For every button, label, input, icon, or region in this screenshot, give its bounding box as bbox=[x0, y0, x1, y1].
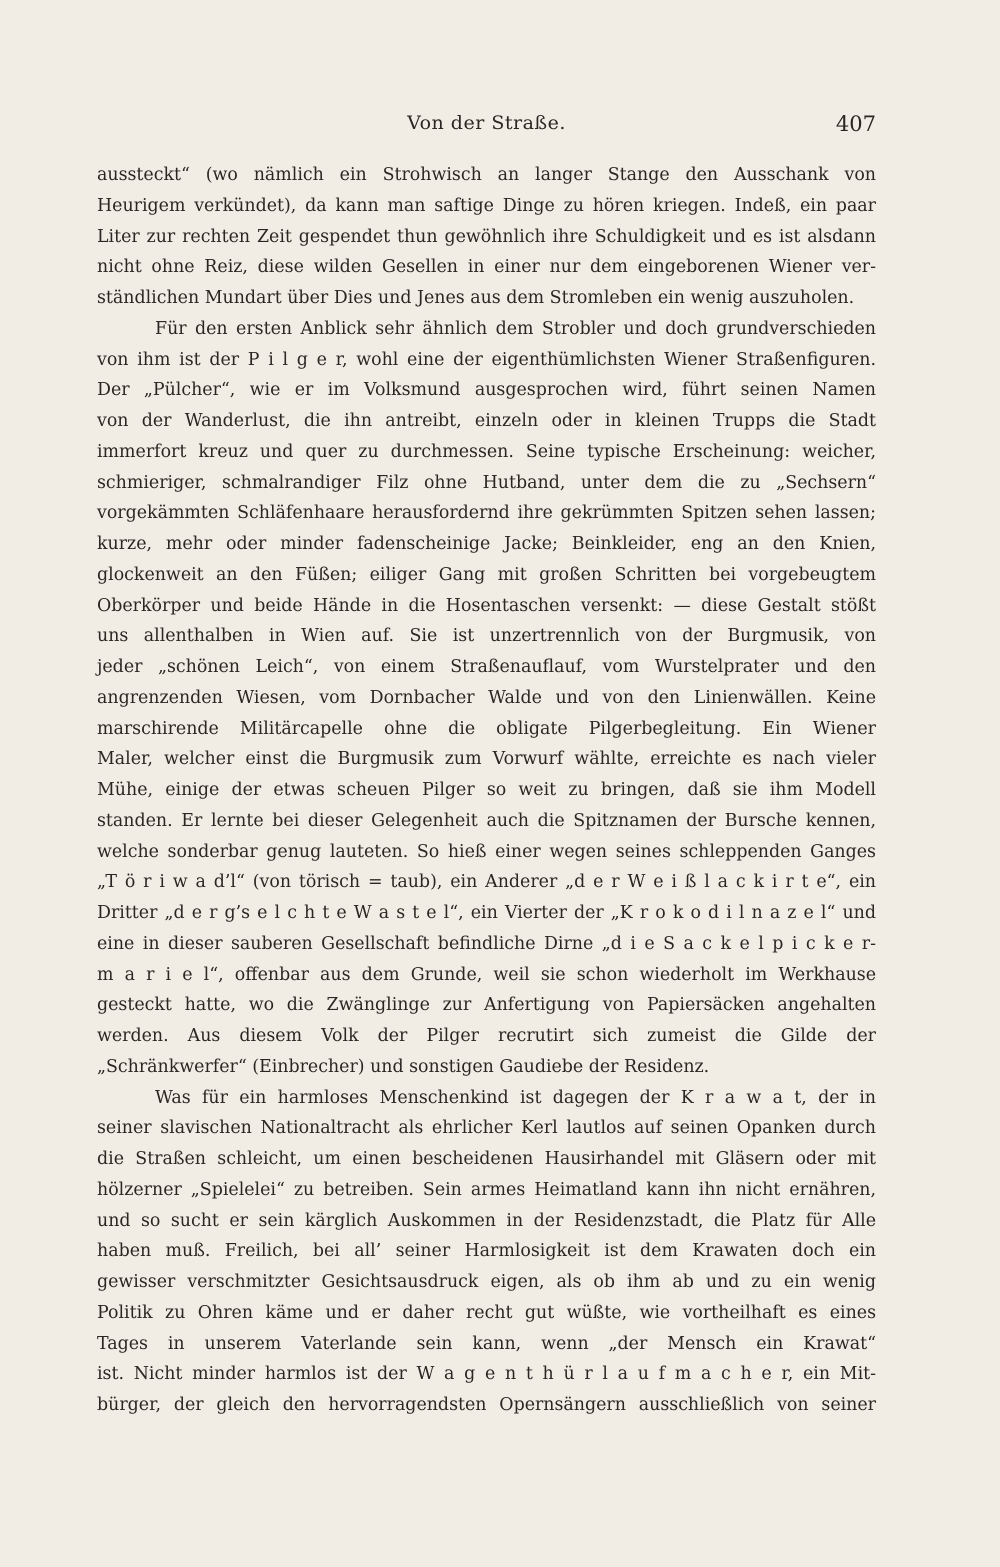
body-text bbox=[97, 160, 876, 1421]
text-line: seiner slavischen Nationaltracht als ehrlicher Kerl lautlos auf seinen Opanken durch bbox=[97, 1118, 876, 1139]
page-header bbox=[97, 112, 876, 146]
text-line: kurze, mehr oder minder fadenscheinige Jacke; Beinkleider, eng an den Knien, bbox=[97, 534, 876, 554]
text-line: vorgekämmten Schläfenhaare herausfordernd ihre gekrümmten Spitzen sehen lassen; bbox=[97, 503, 876, 524]
text-line: von der Wanderlust, die ihn antreibt, einzeln oder in kleinen Trupps die Stadt bbox=[97, 411, 876, 431]
text-line: Oberkörper und beide Hände in die Hosentaschen versenkt: — diese Gestalt stößt bbox=[97, 595, 876, 616]
text-line: Maler, welcher einst die Burgmusik zum Vorwurf wählte, erreichte es nach vieler bbox=[97, 749, 876, 770]
text-line: „T ö r i w a d’l“ (von törisch = taub), ein Anderer „d e r W e i ß l a c k i r t e“, ein bbox=[97, 872, 876, 893]
text-line: hölzerner „Spielelei“ zu betreiben. Sein armes Heimatland kann ihn nicht ernähren, bbox=[97, 1179, 876, 1200]
text-line: Was für ein harmloses Menschenkind ist dagegen der K r a w a t, der in bbox=[155, 1087, 876, 1108]
text-line: immerfort kreuz und quer zu durchmessen. Seine typische Erscheinung: weicher, bbox=[97, 441, 876, 462]
text-line: jeder „schönen Leich“, von einem Straßenauflauf, vom Wurstelprater und den bbox=[97, 657, 876, 677]
text-line: Mühe, einige der etwas scheuen Pilger so weit zu bringen, daß sie ihm Modell bbox=[97, 780, 876, 800]
text-line: ständlichen Mundart über Dies und Jenes aus dem Stromleben ein wenig auszuholen. bbox=[97, 288, 855, 308]
text-line: gesteckt hatte, wo die Zwänglinge zur Anfertigung von Papiersäcken angehalten bbox=[97, 995, 876, 1016]
paragraph bbox=[97, 160, 876, 314]
text-line: Politik zu Ohren käme und er daher recht gut wüßte, wie vortheilhaft es eines bbox=[97, 1302, 876, 1323]
paragraph bbox=[97, 1083, 876, 1421]
text-line: marschirende Militärcapelle ohne die obligate Pilgerbegleitung. Ein Wiener bbox=[97, 718, 876, 739]
text-line: eine in dieser sauberen Gesellschaft befindliche Dirne „d i e S a c k e l p i c k e r- bbox=[97, 933, 876, 954]
text-line: werden. Aus diesem Volk der Pilger recrutirt sich zumeist die Gilde der bbox=[97, 1026, 876, 1046]
text-line: angrenzenden Wiesen, vom Dornbacher Walde und von den Linienwällen. Keine bbox=[97, 687, 876, 708]
text-line: und so sucht er sein kärglich Auskommen in der Residenzstadt, die Platz für Alle bbox=[97, 1210, 876, 1231]
text-line: uns allenthalben in Wien auf. Sie ist unzertrennlich von der Burgmusik, von bbox=[97, 626, 876, 647]
text-line: schmieriger, schmalrandiger Filz ohne Hutband, unter dem die zu „Sechsern“ bbox=[97, 472, 876, 493]
text-line: ist. Nicht minder harmlos ist der W a g e n t h ü r l a u f m a c h e r, ein Mit- bbox=[97, 1364, 876, 1385]
text-line: die Straßen schleicht, um einen bescheidenen Hausirhandel mit Gläsern oder mit bbox=[97, 1149, 876, 1169]
text-line: glockenweit an den Füßen; eiliger Gang mit großen Schritten bei vorgebeugtem bbox=[97, 564, 876, 585]
running-title: Von der Straße. bbox=[407, 112, 566, 134]
text-line: aussteckt“ (wo nämlich ein Strohwisch an langer Stange den Ausschank von bbox=[97, 165, 876, 185]
text-line: Tages in unserem Vaterlande sein kann, wenn „der Mensch ein Krawat“ bbox=[97, 1333, 876, 1354]
text-line: bürger, der gleich den hervorragendsten Opernsängern ausschließlich von seiner bbox=[97, 1395, 876, 1415]
text-line: Der „Pülcher“, wie er im Volksmund ausgesprochen wird, führt seinen Namen bbox=[97, 380, 876, 401]
text-line: standen. Er lernte bei dieser Gelegenheit auch die Spitznamen der Bursche kennen, bbox=[97, 810, 876, 831]
paragraph bbox=[97, 314, 876, 1083]
text-line: Liter zur rechten Zeit gespendet thun gewöhnlich ihre Schuldigkeit und es ist alsdann bbox=[97, 226, 876, 247]
text-line: welche sonderbar genug lauteten. So hieß einer wegen seines schleppenden Ganges bbox=[97, 841, 876, 862]
page-number: 407 bbox=[835, 112, 876, 136]
text-line: nicht ohne Reiz, diese wilden Gesellen in einer nur dem eingeborenen Wiener ver- bbox=[97, 257, 876, 278]
text-line: „Schränkwerfer“ (Einbrecher) und sonstigen Gaudiebe der Residenz. bbox=[97, 1056, 710, 1077]
text-line: von ihm ist der P i l g e r, wohl eine der eigenthümlichsten Wiener Straßenfiguren. bbox=[97, 349, 876, 370]
text-line: Dritter „d e r g’s e l c h t e W a s t e l“, ein Vierter der „K r o k o d i l n a z e l“ und bbox=[97, 903, 876, 923]
text-line: gewisser verschmitzter Gesichtsausdruck eigen, als ob ihm ab und zu ein wenig bbox=[97, 1272, 876, 1292]
text-line: haben muß. Freilich, bei all’ seiner Harmlosigkeit ist dem Krawaten doch ein bbox=[97, 1241, 876, 1262]
text-line: Für den ersten Anblick sehr ähnlich dem Strobler und doch grundverschieden bbox=[155, 318, 876, 339]
text-line: Heurigem verkündet), da kann man saftige Dinge zu hören kriegen. Indeß, ein paar bbox=[97, 195, 876, 216]
text-line: m a r i e l“, offenbar aus dem Grunde, weil sie schon wiederholt im Werkhause bbox=[97, 964, 876, 985]
